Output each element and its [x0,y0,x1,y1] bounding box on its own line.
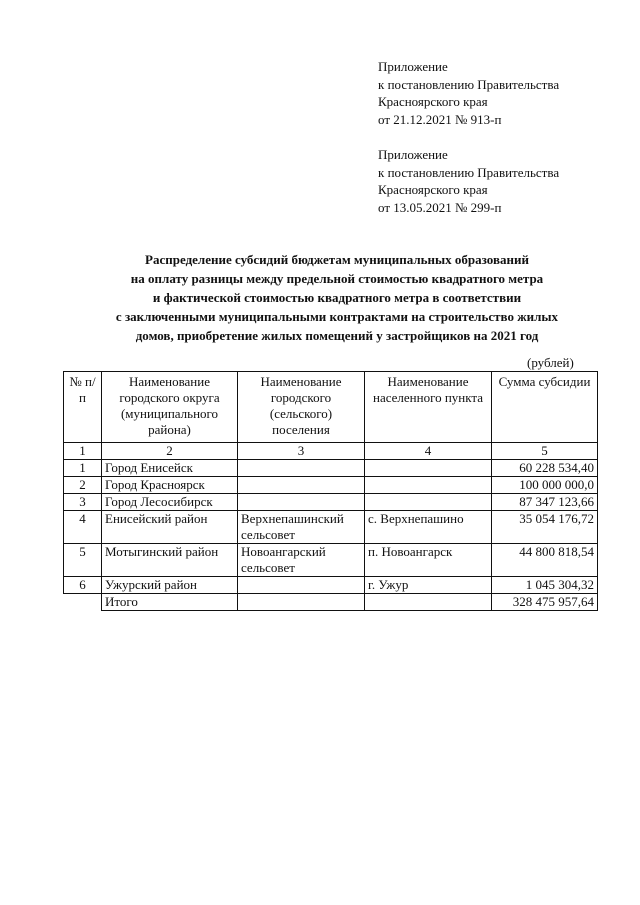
table-row [64,511,598,544]
row-amount: 100 000 000,0 [492,477,598,494]
units-label: (рублей) [527,355,574,370]
appendix-line: к постановлению Правительства [378,164,560,180]
appendix-current [378,58,628,128]
header-number: № п/п [64,372,102,443]
row-settlement: Новоангарский сельсовет [238,544,365,577]
total-label: Итого [102,594,238,611]
column-number: 2 [102,443,238,460]
row-district: Город Енисейск [102,460,238,477]
row-amount: 60 228 534,40 [492,460,598,477]
column-number: 1 [64,443,102,460]
row-locality [365,477,492,494]
appendix-line: Приложение [378,147,448,162]
heading-line: Распределение субсидий бюджетам муниципальных образований [145,252,529,267]
header-amount: Сумма субсидии [492,372,598,443]
row-number: 1 [64,460,102,477]
row-number: 3 [64,494,102,511]
appendix-line: Красноярского края [378,182,488,197]
row-settlement [238,477,365,494]
row-locality [365,494,492,511]
row-settlement: Верхнепашинский сельсовет [238,511,365,544]
heading-line: и фактической стоимостью квадратного метра в соответствии [152,290,522,305]
total-row [64,594,598,611]
appendix-line: Красноярского края [378,94,488,109]
row-amount: 87 347 123,66 [492,494,598,511]
column-number: 3 [238,443,365,460]
header-row [64,372,598,443]
row-number: 2 [64,477,102,494]
header-settlement: Наименование городского (сельского) поселения [238,372,365,443]
row-number: 6 [64,577,102,594]
row-locality: п. Новоангарск [365,544,492,577]
total-blank-cell [64,594,102,611]
table-row [64,544,598,577]
row-amount: 35 054 176,72 [492,511,598,544]
row-district: Город Красноярск [102,477,238,494]
row-district: Город Лесосибирск [102,494,238,511]
table-row [64,460,598,477]
appendix-line: от 21.12.2021 № 913-п [378,111,502,127]
heading-line: домов, приобретение жилых помещений у застройщиков на 2021 год [135,328,539,343]
row-number: 5 [64,544,102,577]
row-district: Енисейский район [102,511,238,544]
appendix-line: Приложение [378,59,448,74]
table-row [64,477,598,494]
row-amount: 1 045 304,32 [492,577,598,594]
heading-line: на оплату разницы между предельной стоимостью квадратного метра [130,271,544,286]
row-locality: г. Ужур [365,577,492,594]
row-locality: с. Верхнепашино [365,511,492,544]
row-district: Мотыгинский район [102,544,238,577]
appendix-line: к постановлению Правительства [378,76,560,92]
column-number-row [64,443,598,460]
row-number: 4 [64,511,102,544]
row-district: Ужурский район [102,577,238,594]
appendix-line: от 13.05.2021 № 299-п [378,199,502,215]
table-row [64,494,598,511]
heading-line: с заключенными муниципальными контрактами на строительство жилых [115,309,559,324]
column-number: 4 [365,443,492,460]
header-locality: Наименование населенного пункта [365,372,492,443]
row-settlement [238,460,365,477]
row-locality [365,460,492,477]
row-settlement [238,494,365,511]
appendix-previous [378,146,628,216]
total-blank-cell [365,594,492,611]
total-blank-cell [238,594,365,611]
table-row [64,577,598,594]
column-number: 5 [492,443,598,460]
total-amount: 328 475 957,64 [492,594,598,611]
row-amount: 44 800 818,54 [492,544,598,577]
document-heading [52,250,622,345]
row-settlement [238,577,365,594]
header-district: Наименование городского округа (муниципального района) [102,372,238,443]
subsidy-table [63,371,598,611]
